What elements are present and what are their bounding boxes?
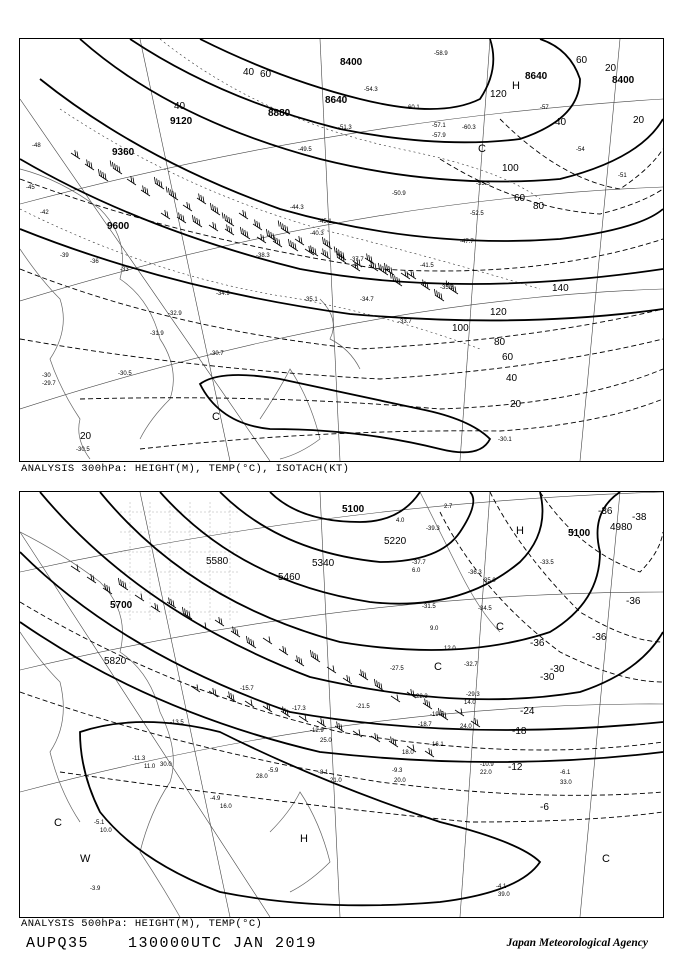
wind-barb: [135, 594, 144, 602]
temp-value: -29.3: [466, 692, 480, 698]
dewpoint-value: 4.0: [396, 518, 405, 524]
isotach-label: 60: [502, 352, 514, 363]
temp-value: -60.1: [406, 105, 420, 111]
dewpoint-value: 20.0: [394, 778, 406, 784]
wind-barb: [197, 194, 206, 205]
cold-center-marker: C: [496, 621, 504, 633]
isotach-label: 40: [243, 67, 255, 78]
isotach-label: 20: [510, 399, 522, 410]
wind-barb: [209, 222, 218, 231]
isotach-label: 80: [494, 337, 506, 348]
wind-barb: [317, 718, 326, 727]
isotherm-label: -36: [90, 259, 99, 265]
wind-barb: [310, 650, 320, 662]
isotach-label: 140: [552, 283, 569, 294]
dewpoint-value: 16.0: [220, 804, 232, 810]
isotherm-label: -51: [618, 173, 627, 179]
wind-barb: [210, 203, 220, 215]
isotherm-label: -30: [540, 672, 555, 683]
wind-barb: [273, 237, 282, 248]
wind-barb: [215, 617, 224, 626]
height-label: 5340: [312, 558, 335, 569]
wind-barb: [222, 213, 234, 227]
temp-value: -30.5: [118, 371, 132, 377]
height-label: 5460: [278, 572, 301, 583]
dewpoint-value: 39.0: [498, 892, 510, 898]
temp-value: -10.9: [480, 762, 494, 768]
isotach-labels: [80, 55, 645, 442]
agency-name: Japan Meteorological Agency: [506, 937, 648, 949]
isotach-label: 120: [490, 307, 507, 318]
panel-caption-500hpa: ANALYSIS 500hPa: HEIGHT(M), TEMP(°C): [21, 918, 263, 930]
height-label: 5580: [206, 556, 229, 567]
wind-barb: [391, 695, 400, 703]
height-contours: [20, 492, 663, 905]
wind-barb: [177, 213, 186, 224]
warm-center-marker: W: [80, 853, 91, 865]
wind-barb: [118, 578, 128, 590]
wind-barb: [295, 656, 304, 667]
temp-value: -3.9: [90, 886, 101, 892]
temp-value: -40.3: [310, 231, 324, 237]
height-label: 9360: [112, 147, 135, 158]
height-label: 4980: [610, 522, 633, 533]
chart-code: AUPQ35: [26, 935, 90, 952]
dewpoint-value: 6.0: [412, 568, 421, 574]
temp-value: -9.3: [392, 768, 403, 774]
isotherm-label: -18: [512, 726, 527, 737]
temp-value: -49.5: [298, 147, 312, 153]
map-panel-500hpa: [19, 491, 664, 918]
dewpoint-value: 30.0: [160, 762, 172, 768]
temp-value: -54.3: [364, 87, 378, 93]
wind-barb: [192, 215, 202, 227]
wind-barb: [110, 161, 122, 175]
wind-barb: [279, 646, 288, 655]
wind-barb: [335, 722, 344, 733]
temp-value: -5.9: [268, 768, 279, 774]
height-labels: [104, 504, 633, 667]
wind-barb: [246, 636, 256, 648]
isotherm-label: -39: [60, 253, 69, 259]
wind-barb: [239, 210, 248, 219]
cold-center-marker: C: [602, 853, 610, 865]
temp-value: -8.1: [318, 770, 329, 776]
wind-barb: [71, 565, 80, 573]
wind-barb: [225, 225, 234, 236]
cold-center-marker: C: [434, 661, 442, 673]
dewpoint-value: 10.0: [100, 828, 112, 834]
height-label: 8640: [325, 95, 348, 106]
isotherm-label: -6: [540, 802, 549, 813]
map-300hpa: [20, 39, 663, 461]
wind-barb: [253, 220, 262, 231]
temp-value: -4.9: [210, 796, 221, 802]
temp-value: -60.3: [462, 125, 476, 131]
wind-barb: [321, 249, 330, 260]
dewpoint-value: 25.0: [320, 738, 332, 744]
height-labels: [107, 57, 635, 232]
cold-center-marker: C: [54, 817, 62, 829]
wind-barb: [288, 239, 298, 251]
height-label: 9120: [170, 116, 193, 127]
temp-value: -47.7: [460, 239, 474, 245]
isotherm-label: -36: [592, 632, 607, 643]
high-center-marker: H: [300, 833, 308, 845]
wind-barb: [278, 221, 290, 235]
wind-barb: [154, 177, 164, 189]
isotherm-label: -30: [42, 373, 51, 379]
temp-value: -32.7: [464, 662, 478, 668]
isotherm-label: -57: [540, 105, 549, 111]
wind-barb: [71, 150, 80, 159]
isotach-label: 40: [555, 117, 567, 128]
wind-barb: [295, 236, 304, 245]
temp-value: -44.3: [290, 205, 304, 211]
map-500hpa: [20, 492, 663, 917]
temp-value: -27.5: [390, 666, 404, 672]
isotach-label: 60: [514, 193, 526, 204]
temp-value: -15.7: [240, 686, 254, 692]
temp-value: -16.1: [430, 742, 444, 748]
height-label: 8880: [268, 108, 291, 119]
temp-value: -55.5: [476, 181, 490, 187]
cold-center-marker: C: [212, 411, 220, 423]
dewpoint-value: 21.0: [330, 778, 342, 784]
dewpoint-value: 22.0: [480, 770, 492, 776]
temp-value: -12.9: [310, 728, 324, 734]
isotach-label: 40: [174, 101, 186, 112]
height-label: 5100: [342, 504, 365, 515]
temp-value: -29.7: [42, 381, 56, 387]
dewpoint-value: 11.0: [144, 764, 156, 770]
temp-value: -34.9: [216, 291, 230, 297]
isotherm-label: -36: [626, 596, 641, 607]
wind-barb: [161, 210, 170, 219]
high-center-marker: H: [512, 80, 520, 92]
temp-value: -51.3: [338, 125, 352, 131]
temp-value: -34.7: [360, 297, 374, 303]
wind-barb: [103, 584, 112, 595]
isotherm-label: -48: [32, 143, 41, 149]
wind-barb: [390, 273, 402, 287]
height-label: 5820: [104, 656, 127, 667]
isotherm-label: -38: [632, 512, 647, 523]
valid-time: 130000UTC JAN 2019: [128, 935, 318, 952]
temp-value: -33.5: [540, 560, 554, 566]
wind-barb: [183, 202, 192, 211]
isotach-label: 100: [452, 323, 469, 334]
temp-value: -39.3: [426, 526, 440, 532]
isotach-label: 60: [260, 69, 272, 80]
isotherm-label: -54: [576, 147, 585, 153]
wind-barb: [343, 675, 352, 684]
temp-value: -57.9: [432, 133, 446, 139]
temp-value: -21.5: [356, 704, 370, 710]
height-label: 5100: [568, 528, 591, 539]
isotach-label: 40: [506, 373, 518, 384]
isotherm-label: -24: [520, 706, 535, 717]
temp-value: -18.7: [418, 722, 432, 728]
wind-barb: [421, 280, 430, 291]
temp-value: -36.3: [468, 570, 482, 576]
wind-barb: [98, 169, 108, 181]
isotach-label: 20: [605, 63, 617, 74]
temp-value: -52.5: [470, 211, 484, 217]
temp-value: -57.1: [432, 123, 446, 129]
temp-value: -58.9: [434, 51, 448, 57]
dewpoint-value: 14.0: [464, 700, 476, 706]
wind-barb: [471, 718, 480, 727]
wind-barb: [369, 261, 378, 272]
cold-center-marker: C: [478, 143, 486, 155]
temp-value: -30.5: [76, 447, 90, 453]
temp-value: -50.9: [392, 191, 406, 197]
temp-value: -31.9: [150, 331, 164, 337]
dewpoint-value: 28.0: [256, 774, 268, 780]
wind-barb: [334, 247, 346, 261]
wind-barb: [191, 685, 200, 693]
temp-value: -34.5: [478, 606, 492, 612]
map-panel-300hpa: [19, 38, 664, 462]
isotherm-label: -45: [26, 185, 35, 191]
wind-barb: [351, 262, 360, 271]
dewpoint-value: 18.0: [402, 750, 414, 756]
isotach-label: 60: [576, 55, 588, 66]
wind-barb: [425, 748, 434, 757]
dewpoint-value: 2.7: [444, 504, 453, 510]
temp-value: -6.1: [560, 770, 571, 776]
wind-barb: [151, 603, 160, 612]
high-center-marker: H: [516, 525, 524, 537]
wind-barb: [263, 637, 272, 645]
isotherm-label: -33: [120, 267, 129, 273]
height-label: 5220: [384, 536, 407, 547]
temp-value: -22.3: [414, 694, 428, 700]
temp-value: -32.9: [168, 311, 182, 317]
temp-value: -11.3: [132, 756, 146, 762]
temp-value: -35.3: [440, 285, 454, 291]
isotach-label: 20: [80, 431, 92, 442]
dewpoint-value: 33.0: [560, 780, 572, 786]
coastline: [20, 169, 360, 459]
temp-value: -19.5: [430, 712, 444, 718]
temp-value: -37.7: [412, 560, 426, 566]
isotach-label: 120: [490, 89, 507, 100]
isotherm-label: -36: [598, 506, 613, 517]
height-label: 8400: [612, 75, 635, 86]
temp-value: -17.3: [292, 706, 306, 712]
wind-barb: [231, 627, 240, 638]
height-label: 5700: [110, 600, 133, 611]
height-label: 8400: [340, 57, 363, 68]
temp-value: -13.5: [170, 720, 184, 726]
isotherm-label: -12: [508, 762, 523, 773]
isotherm-label: -42: [40, 210, 49, 216]
height-label: 8640: [525, 71, 548, 82]
dewpoint-value: 12.0: [444, 646, 456, 652]
temp-value: -33.7: [398, 319, 412, 325]
wind-barb: [322, 237, 332, 249]
temp-value: -4.1: [496, 884, 507, 890]
wind-barb: [141, 186, 150, 197]
isotach-label: 20: [633, 115, 645, 126]
pressure-centers: [54, 525, 610, 865]
height-label: 9600: [107, 221, 130, 232]
isotach-label: 100: [502, 163, 519, 174]
isotherm-label: -36: [530, 638, 545, 649]
temp-value: -45.1: [318, 219, 332, 225]
temp-value: -41.5: [420, 263, 434, 269]
wind-barb: [85, 160, 94, 171]
isotherm-label: -30: [550, 664, 565, 675]
temp-value: -30.7: [210, 351, 224, 357]
wind-barb: [353, 730, 362, 738]
temp-value: -38.3: [256, 253, 270, 259]
panel-caption-300hpa: ANALYSIS 300hPa: HEIGHT(M), TEMP(°C), ISOTACH(KT): [21, 463, 350, 475]
dewpoint-value: 24.0: [460, 724, 472, 730]
wind-barb: [209, 688, 218, 697]
isotach-label: 80: [533, 201, 545, 212]
dewpoint-value: 35.0: [484, 578, 496, 584]
temp-value: -5.1: [94, 820, 105, 826]
temp-value: -31.5: [422, 604, 436, 610]
temp-value: -35.1: [304, 297, 318, 303]
temp-value: -30.1: [498, 437, 512, 443]
wind-barb: [240, 227, 250, 239]
wind-barb: [359, 670, 368, 681]
temp-value: -37.7: [350, 257, 364, 263]
wind-barb: [389, 737, 398, 748]
dewpoint-value: 9.0: [430, 626, 439, 632]
wind-barb: [423, 699, 432, 710]
